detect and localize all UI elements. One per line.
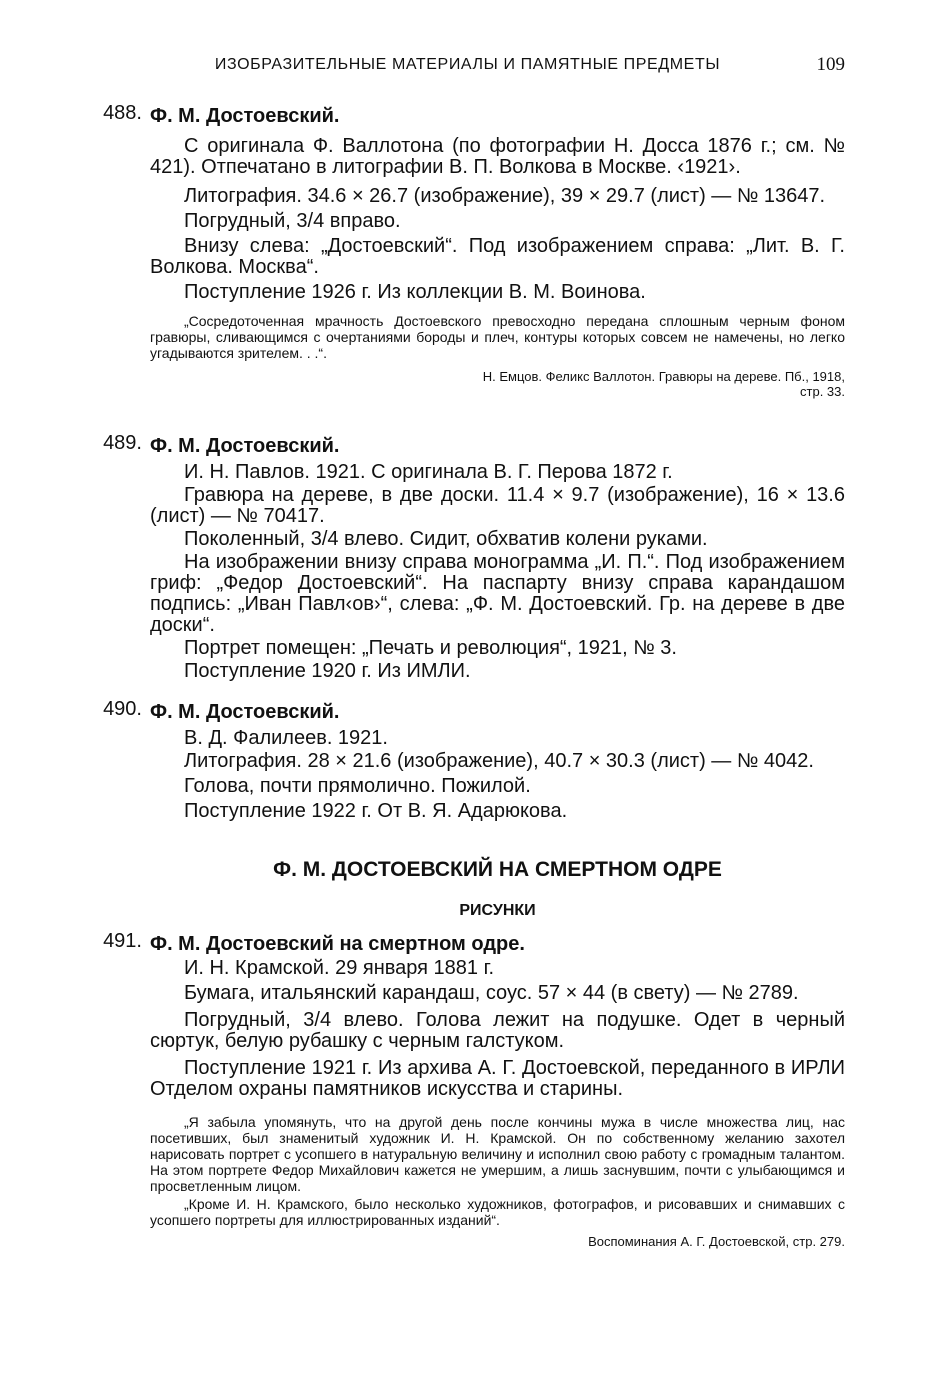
entry-number: 489. bbox=[103, 432, 142, 454]
entry-title: Ф. М. Достоевский. bbox=[150, 105, 340, 127]
section-heading: Ф. М. ДОСТОЕВСКИЙ НА СМЕРТНОМ ОДРЕ bbox=[273, 858, 722, 881]
entry-title: Ф. М. Достоевский. bbox=[150, 435, 340, 457]
entry-paragraph: В. Д. Фалилеев. 1921. bbox=[184, 727, 388, 749]
entry-paragraph: На изображении внизу справа монограмма „И. П.“. Под изображением гриф: „Федор Достоевский“. На паспарту внизу справа карандашом подпись: „Иван Павл‹ов›“, слева: „Ф. М. Достоевский. Гр. на дереве в две доски“. bbox=[150, 551, 845, 636]
page-number: 109 bbox=[816, 54, 845, 75]
entry-title: Ф. М. Достоевский. bbox=[150, 701, 340, 723]
entry-number: 490. bbox=[103, 698, 142, 720]
entry-paragraph: Внизу слева: „Достоевский“. Под изображением справа: „Лит. В. Г. Волкова. Москва“. bbox=[150, 235, 845, 278]
entry-491 bbox=[103, 930, 845, 1249]
entry-paragraph: И. Н. Павлов. 1921. С оригинала В. Г. Перова 1872 г. bbox=[184, 461, 673, 483]
entry-489 bbox=[103, 432, 845, 682]
entry-paragraph: Погрудный, 3/4 вправо. bbox=[184, 210, 401, 232]
entry-paragraph: И. Н. Крамской. 29 января 1881 г. bbox=[184, 957, 495, 979]
quotation: „Кроме И. Н. Крамского, было несколько художников, фотографов, и рисовавших и снимавших с усопшего портреты для иллюстрированных изданий“. bbox=[150, 1196, 845, 1228]
entry-paragraph: Портрет помещен: „Печать и революция“, 1921, № 3. bbox=[184, 637, 677, 659]
entry-number: 491. bbox=[103, 930, 142, 952]
citation: Н. Емцов. Феликс Валлотон. Гравюры на дереве. Пб., 1918, стр. 33. bbox=[482, 369, 845, 399]
quotation: „Я забыла упомянуть, что на другой день после кончины мужа в числе множества лиц, нас посетивших, был знаменитый художник И. Н. Крамской. Он по собственному желанию захотел нарисовать портрет с усопшего в натуральную величину и исполнил свою работу с громадным талантом. На этом портрете Федор Михайлович кажется не умершим, а лишь заснувшим, почти с улыбающимся и просветленным лицом. bbox=[150, 1114, 845, 1194]
entry-paragraph: Голова, почти прямолично. Пожилой. bbox=[184, 775, 531, 797]
entry-paragraph: Гравюра на дереве, в две доски. 11.4 × 9.7 (изображение), 16 × 13.6 (лист) — № 70417. bbox=[150, 484, 845, 527]
entry-paragraph: С оригинала Ф. Валлотона (по фотографии Н. Досса 1876 г.; см. № 421). Отпечатано в литографии В. П. Волкова в Москве. ‹1921›. bbox=[150, 135, 845, 178]
entry-paragraph: Бумага, итальянский карандаш, соус. 57 × 44 (в свету) — № 2789. bbox=[184, 982, 799, 1004]
entry-paragraph: Поступление 1921 г. Из архива А. Г. Достоевской, переданного в ИРЛИ Отделом охраны памятников искусства и старины. bbox=[150, 1057, 845, 1100]
entry-paragraph: Литография. 34.6 × 26.7 (изображение), 39 × 29.7 (лист) — № 13647. bbox=[184, 185, 826, 207]
entry-title: Ф. М. Достоевский на смертном одре. bbox=[150, 933, 525, 955]
quotation: „Сосредоточенная мрачность Достоевского превосходно передана сплошным черным фоном гравюры, сливающимся с очертаниями бороды и плеч, контуры которых совсем не намечены, но легко угадываются зрителем. . .“. bbox=[150, 313, 845, 361]
entry-paragraph: Литография. 28 × 21.6 (изображение), 40.7 × 30.3 (лист) — № 4042. bbox=[184, 750, 814, 772]
running-head bbox=[150, 56, 845, 80]
entry-488 bbox=[103, 102, 845, 399]
section-subheading: РИСУНКИ bbox=[459, 902, 536, 919]
entry-paragraph: Поколенный, 3/4 влево. Сидит, обхватив колени руками. bbox=[184, 528, 708, 550]
citation: Воспоминания А. Г. Достоевской, стр. 279. bbox=[588, 1234, 845, 1249]
entry-paragraph: Погрудный, 3/4 влево. Голова лежит на подушке. Одет в черный сюртук, белую рубашку с черным галстуком. bbox=[150, 1009, 845, 1052]
entry-paragraph: Поступление 1920 г. Из ИМЛИ. bbox=[184, 660, 471, 682]
entry-number: 488. bbox=[103, 102, 142, 124]
entry-paragraph: Поступление 1922 г. От В. Я. Адарюкова. bbox=[184, 800, 568, 822]
entry-paragraph: Поступление 1926 г. Из коллекции В. М. Воинова. bbox=[184, 281, 646, 303]
running-head-title: ИЗОБРАЗИТЕЛЬНЫЕ МАТЕРИАЛЫ И ПАМЯТНЫЕ ПРЕДМЕТЫ bbox=[214, 56, 721, 73]
entry-490 bbox=[103, 698, 845, 822]
